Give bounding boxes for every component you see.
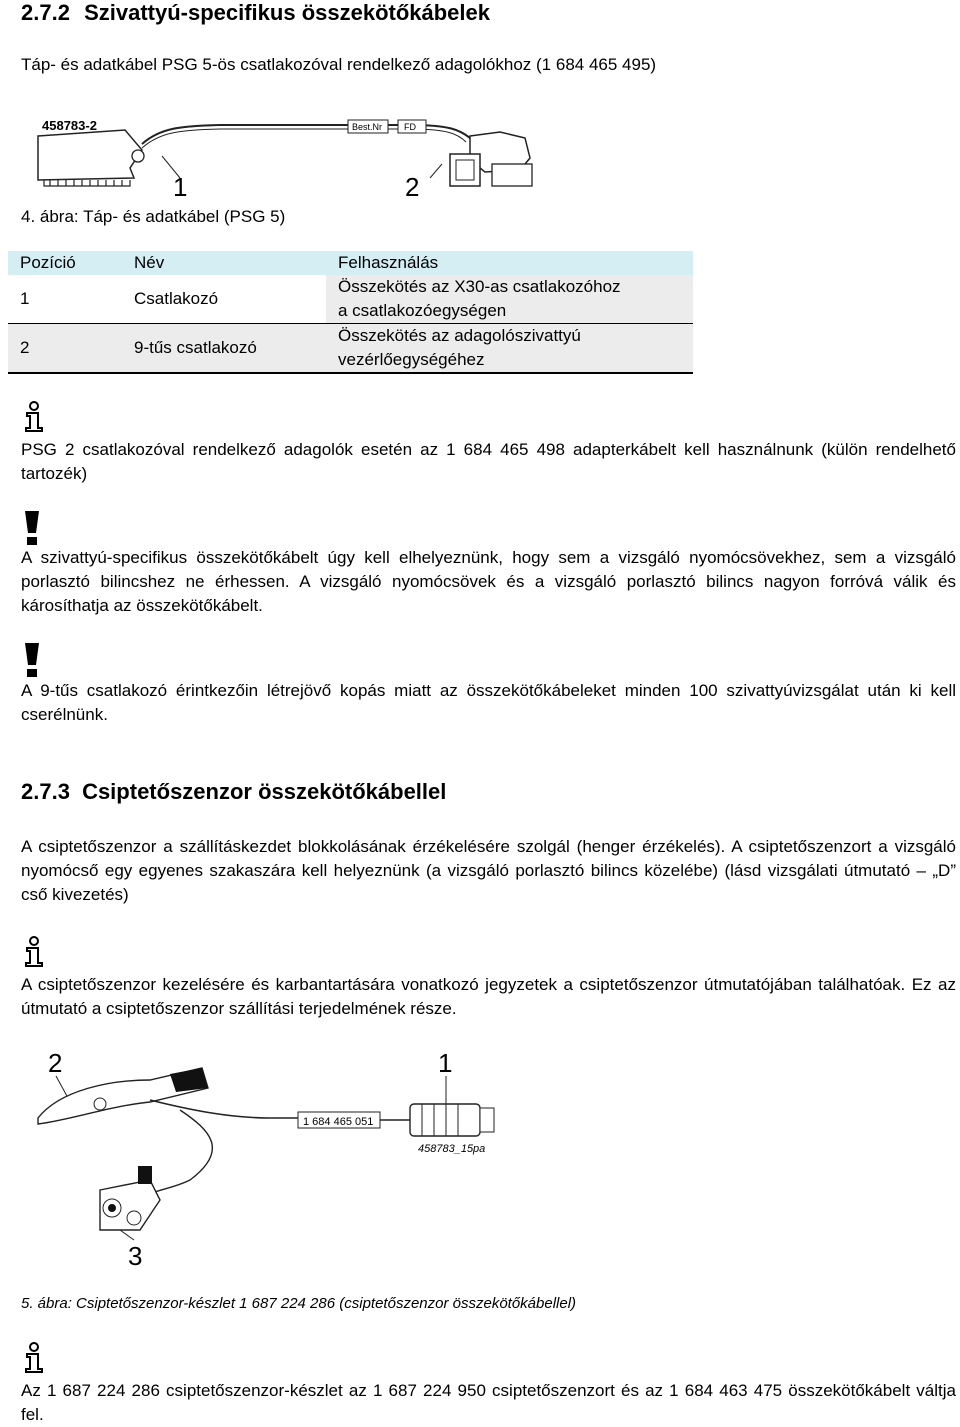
table-cell-pos: 1 bbox=[8, 275, 122, 324]
use-line: a csatlakozóegységen bbox=[338, 301, 507, 320]
table-header-row bbox=[8, 251, 693, 275]
section-heading-2-7-2 bbox=[21, 0, 490, 26]
clamp-sensor-figure bbox=[30, 1040, 530, 1270]
warning-icon bbox=[23, 643, 41, 677]
table-row bbox=[8, 324, 693, 374]
table-cell-use bbox=[326, 324, 693, 374]
clamp-sensor-description: A csiptetőszenzor a szállításkezdet blokkolásának érzékelésére szolgál (henger érzékelés). A csiptetőszenzort a vizsgáló nyomócső egy egyenes szakaszára kell helyeznünk (a vizsgáló porlasztó bilincs közelébe) (lásd vizsgálati útmutató – „D” cső kivezetés) bbox=[21, 837, 956, 904]
warning-icon bbox=[23, 511, 41, 545]
table-cell-name: Csatlakozó bbox=[122, 275, 326, 324]
info-note-adapter: PSG 2 csatlakozóval rendelkező adagolók esetén az 1 684 465 498 adapterkábelt kell használnunk (külön rendelhető tartozék) bbox=[21, 440, 956, 483]
use-line: Összekötés az X30-as csatlakozóhoz bbox=[338, 277, 621, 296]
column-header: Pozíció bbox=[8, 251, 122, 275]
section-number: 2.7.2 bbox=[21, 0, 70, 25]
figure5-num-1: 1 bbox=[438, 1048, 453, 1078]
use-line: Összekötés az adagolószivattyú bbox=[338, 326, 581, 345]
info-icon bbox=[22, 1342, 46, 1374]
info-icon bbox=[22, 936, 46, 968]
column-header: Név bbox=[122, 251, 326, 275]
table-cell-use bbox=[326, 275, 693, 324]
figure4-num-1: 1 bbox=[173, 172, 188, 200]
figure5-num-2: 2 bbox=[48, 1048, 63, 1078]
figure4-num-2: 2 bbox=[405, 172, 420, 200]
info-note-replacement: Az 1 687 224 286 csiptetőszenzor-készlet az 1 687 224 950 csiptetőszenzort és az 1 684 463 475 összekötőkábelt váltja fel. bbox=[21, 1381, 956, 1424]
warning-replace-cables: A 9-tűs csatlakozó érintkezőin létrejövő kopás miatt az összekötőkábeleket minden 100 szivattyúvizsgálat után ki kell cserélnünk. bbox=[21, 681, 956, 724]
figure5-image-ref: 458783_15pa bbox=[418, 1143, 486, 1155]
intro-text: Táp- és adatkábel PSG 5-ös csatlakozóval rendelkező adagolókhoz (1 684 465 495) bbox=[21, 55, 657, 74]
psg5-cable-figure bbox=[30, 108, 540, 200]
warning-cable-placement: A szivattyú-specifikus összekötőkábelt úgy kell elhelyeznünk, hogy sem a vizsgáló nyomócsövekhez, sem a vizsgáló porlasztó bilincshez ne érhessen. A vizsgáló nyomócsövek és a vizsgáló porlasztó bilincs nagyon forróvá válik és károsíthatja az összekötőkábelt. bbox=[21, 548, 956, 615]
tag-best-nr: Best.Nr bbox=[352, 122, 383, 132]
figure4-caption: 4. ábra: Táp- és adatkábel (PSG 5) bbox=[21, 207, 286, 226]
part-label: 458783-2 bbox=[42, 118, 97, 133]
figure5-num-3: 3 bbox=[128, 1241, 143, 1270]
table-row bbox=[8, 275, 693, 324]
column-header: Felhasználás bbox=[326, 251, 693, 275]
section-number: 2.7.3 bbox=[21, 779, 70, 804]
figure5-caption: 5. ábra: Csiptetőszenzor-készlet 1 687 224 286 (csiptetőszenzor összekötőkábellel) bbox=[21, 1295, 577, 1312]
section-title: Csiptetőszenzor összekötőkábellel bbox=[82, 779, 447, 804]
table-cell-pos: 2 bbox=[8, 324, 122, 374]
tag-fd: FD bbox=[404, 122, 416, 132]
cable-part-label: 1 684 465 051 bbox=[303, 1116, 374, 1128]
info-note-manual: A csiptetőszenzor kezelésére és karbantartására vonatkozó jegyzetek a csiptetőszenzor útmutatójában találhatóak. Ez az útmutató a csiptetőszenzor szállítási terjedelmének része. bbox=[21, 975, 956, 1018]
info-icon bbox=[22, 401, 46, 433]
table-cell-name: 9-tűs csatlakozó bbox=[122, 324, 326, 374]
use-line: vezérlőegységéhez bbox=[338, 350, 485, 369]
section-heading-2-7-3 bbox=[21, 779, 446, 805]
position-table bbox=[8, 251, 693, 374]
section-title: Szivattyú-specifikus összekötőkábelek bbox=[84, 0, 490, 25]
